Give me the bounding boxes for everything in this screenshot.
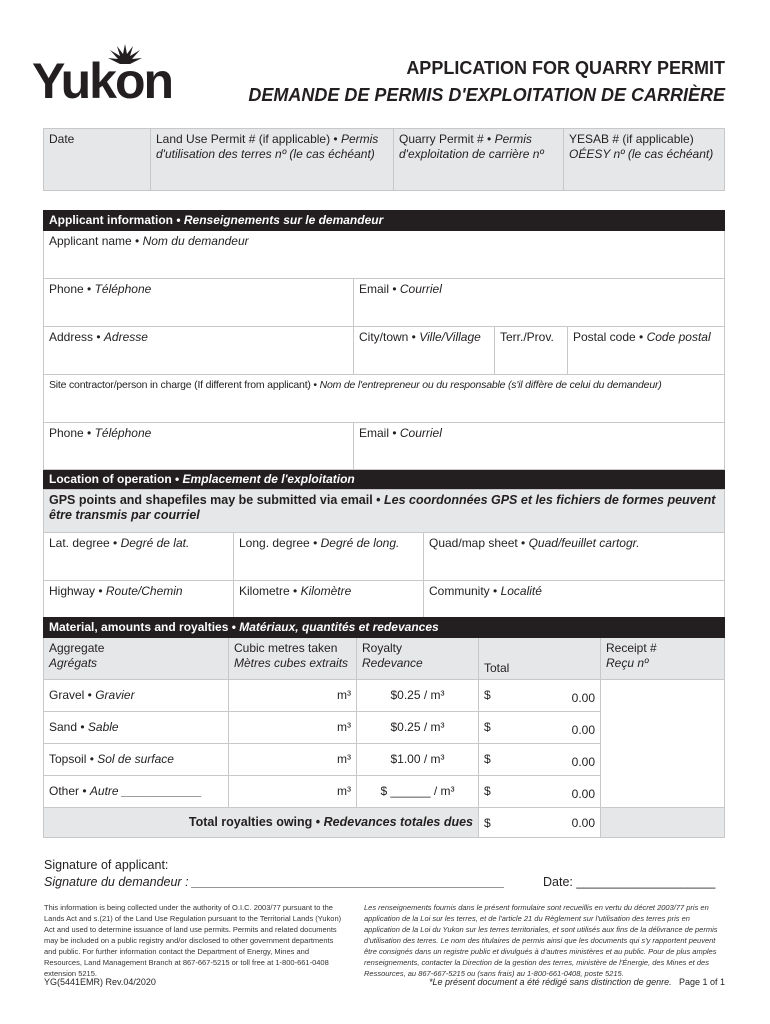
total-value: 0.00 — [571, 787, 595, 801]
label-fr: Autre ____________ — [89, 784, 202, 798]
unit: m³ — [337, 752, 351, 766]
label-fr: Téléphone — [94, 426, 152, 440]
gps-note — [44, 490, 725, 533]
section-header — [44, 211, 725, 231]
kilometre-field[interactable] — [234, 581, 424, 618]
label: Highway • — [49, 584, 106, 598]
row-total-field[interactable] — [479, 776, 601, 808]
label: Quad/map sheet • — [429, 536, 529, 550]
label-fr: Gravier — [95, 688, 135, 702]
col-royalty — [357, 638, 479, 680]
label-fr: Agrégats — [49, 656, 98, 670]
yesab-field[interactable] — [564, 129, 725, 191]
rate: $1.00 / m³ — [390, 752, 445, 766]
label-fr: Permis d'utilisation des terres nº (le cas échéant) — [156, 132, 379, 161]
label: Cubic metres taken — [234, 641, 338, 655]
total-royalties-label — [44, 808, 479, 838]
unit: m³ — [337, 688, 351, 702]
community-field[interactable] — [424, 581, 725, 618]
label: Email • — [359, 282, 400, 296]
long-field[interactable] — [234, 533, 424, 581]
royalty-rate[interactable] — [357, 776, 479, 808]
total-value: 0.00 — [571, 691, 595, 705]
label-fr: Nom du demandeur — [142, 234, 249, 248]
unit: m³ — [337, 720, 351, 734]
label: Kilometre • — [239, 584, 301, 598]
label-fr: Degré de long. — [320, 536, 400, 550]
header-fr: Matériaux, quantités et redevances — [239, 620, 439, 634]
label-fr: Redevances totales dues — [323, 815, 473, 829]
quarry-permit-field[interactable] — [394, 129, 564, 191]
header-en: Location of operation • — [49, 472, 183, 486]
label-fr: Les coordonnées GPS et les fichiers de formes peuvent être transmis par courriel — [49, 493, 716, 522]
row-total-field[interactable] — [479, 680, 601, 712]
label: Aggregate — [49, 641, 105, 655]
location-section — [43, 489, 725, 618]
label-fr: Ville/Village — [419, 330, 481, 344]
phone-field[interactable] — [44, 279, 354, 327]
label: Community • — [429, 584, 501, 598]
label: Land Use Permit # (if applicable) • — [156, 132, 341, 146]
label-fr: Redevance — [362, 656, 423, 670]
applicant-name-field[interactable] — [44, 231, 725, 279]
label-fr: Adresse — [103, 330, 148, 344]
row-total-field[interactable] — [479, 712, 601, 744]
postal-code-field[interactable] — [568, 327, 725, 375]
rate: $0.25 / m³ — [390, 720, 445, 734]
receipt-field[interactable] — [601, 680, 725, 808]
label-fr: Code postal — [646, 330, 711, 344]
rate: $ ______ / m³ — [380, 784, 455, 798]
total-royalties-field[interactable] — [479, 808, 601, 838]
total-value: 0.00 — [571, 816, 595, 830]
col-total — [479, 638, 601, 680]
label-fr: Sol de surface — [97, 752, 174, 766]
label: Terr./Prov. — [500, 330, 554, 344]
aggregate-name — [44, 776, 229, 808]
aggregate-name — [44, 712, 229, 744]
header-en: Applicant information • — [49, 213, 184, 227]
total-value: 0.00 — [571, 755, 595, 769]
label-fr: Courriel — [399, 426, 442, 440]
land-use-permit-field[interactable] — [151, 129, 394, 191]
signature-label: Signature of applicant: — [44, 858, 169, 872]
currency: $ — [484, 688, 491, 702]
label: Site contractor/person in charge (If different from applicant) • — [49, 379, 320, 391]
label-fr: OÉESY nº (le cas échéant) — [569, 147, 714, 161]
applicant-section — [43, 210, 725, 490]
contractor-phone-field[interactable] — [44, 423, 354, 470]
date-field[interactable] — [44, 129, 151, 191]
title-fr: DEMANDE DE PERMIS D'EXPLOITATION DE CARRIÈRE — [248, 85, 725, 105]
title-en: APPLICATION FOR QUARRY PERMIT — [406, 58, 725, 78]
label: Phone • — [49, 282, 95, 296]
terr-prov-field[interactable] — [495, 327, 568, 375]
label: Topsoil • — [49, 752, 98, 766]
form-code: YG(5441EMR) Rev.04/2020 — [44, 977, 156, 987]
col-cubic-metres — [229, 638, 357, 680]
label-fr: Sable — [87, 720, 119, 734]
material-row — [44, 680, 725, 712]
privacy-notice-en: This information is being collected under the authority of O.I.C. 2003/77 pursuant to the Lands Act and s.(21) of the Land Use Regulation pursuant to the Territorial Lands (Yukon) Act and used to determine issuance of land use permits. Permits and related documents may be included on a public registry and/or disclosed to other government departments and public. For further information contact the Department of Energy, Mines and Resources, Land Management Branch at 867-667-5215 or toll free at 1-800-661-0408 extension 5215. — [44, 903, 342, 978]
label: Total — [484, 661, 510, 675]
label-fr: Kilomètre — [300, 584, 352, 598]
label: City/town • — [359, 330, 420, 344]
location-header — [44, 470, 725, 490]
privacy-notice-fr: Les renseignements fournis dans le présent formulaire sont recueillis en vertu du décret 2003/77 pris en application de la Loi sur les terres, et de l'article 21 du Règlement sur l'utilisation des terres pris en application de la Loi du Yukon sur les terres territoriales, et sont utilisés aux fins de la délivrance de permis d'utilisation des terres. Le nom des titulaires de permis ainsi que les documents qui s'y rapportent peuvent être consignés dans un registre public et divulgués à d'autres ministères et au public. Pour de plus amples renseignements, contacter la Direction de la gestion des terres, ministère de l'Énergie, des Mines et des Ressources, au 867-667-5215 ou (sans frais) au 1-800-661-0408, poste 5215. — [364, 903, 718, 978]
label: Other • — [49, 784, 90, 798]
logo-text: Yukon — [32, 53, 173, 109]
cubic-metres-field[interactable] — [229, 712, 357, 744]
rate: $0.25 / m³ — [390, 688, 445, 702]
site-contractor-field[interactable] — [44, 375, 725, 423]
aggregate-name — [44, 680, 229, 712]
material-table — [43, 617, 725, 838]
label: Sand • — [49, 720, 88, 734]
label: YESAB # (if applicable) — [569, 132, 694, 146]
label-fr: Quad/feuillet cartogr. — [528, 536, 640, 550]
label: Phone • — [49, 426, 95, 440]
header-fr: Renseignements sur le demandeur — [183, 213, 384, 227]
city-field[interactable] — [354, 327, 495, 375]
header-en: Material, amounts and royalties • — [49, 620, 240, 634]
yukon-logo — [32, 44, 173, 109]
gender-note: *Le présent document a été rédigé sans distinction de genre. — [429, 977, 672, 987]
label-fr: Route/Chemin — [105, 584, 183, 598]
quad-field[interactable] — [424, 533, 725, 581]
label-fr: Courriel — [399, 282, 442, 296]
royalty-rate — [357, 680, 479, 712]
aggregate-name — [44, 744, 229, 776]
label-fr: Téléphone — [94, 282, 152, 296]
highway-field[interactable] — [44, 581, 234, 618]
col-aggregate — [44, 638, 229, 680]
label: Quarry Permit # • — [399, 132, 495, 146]
label: GPS points and shapefiles may be submitted via email • — [49, 493, 385, 507]
label: Lat. degree • — [49, 536, 121, 550]
lat-field[interactable] — [44, 533, 234, 581]
label-fr: Degré de lat. — [120, 536, 190, 550]
label: Gravel • — [49, 688, 96, 702]
email-field[interactable] — [354, 279, 725, 327]
page-number: Page 1 of 1 — [678, 977, 725, 987]
label: Address • — [49, 330, 104, 344]
label-fr: Reçu nº — [606, 656, 649, 670]
cubic-metres-field[interactable] — [229, 776, 357, 808]
royalty-rate — [357, 744, 479, 776]
currency: $ — [484, 752, 491, 766]
unit: m³ — [337, 784, 351, 798]
label: Long. degree • — [239, 536, 321, 550]
label-fr: Nom de l'entrepreneur ou du responsable (s'il diffère de celui du demandeur) — [319, 379, 662, 391]
date-label: Date — [49, 132, 75, 146]
label: Receipt # — [606, 641, 657, 655]
col-receipt — [601, 638, 725, 680]
signature-field[interactable]: Signature du demandeur : _____________________________________________ — [44, 875, 505, 889]
signature-date-field[interactable]: Date: ____________________ — [543, 875, 716, 889]
cubic-metres-field[interactable] — [229, 744, 357, 776]
address-field[interactable] — [44, 327, 354, 375]
currency: $ — [484, 720, 491, 734]
label: Total royalties owing • — [188, 815, 324, 829]
currency: $ — [484, 816, 491, 830]
total-value: 0.00 — [571, 723, 595, 737]
royalty-rate — [357, 712, 479, 744]
label: Email • — [359, 426, 400, 440]
currency: $ — [484, 784, 491, 798]
label: Postal code • — [573, 330, 647, 344]
label-fr: Localité — [500, 584, 542, 598]
label-fr: Permis d'exploitation de carrière nº — [399, 132, 544, 161]
permit-numbers-table — [43, 128, 725, 191]
header-fr: Emplacement de l'exploitation — [182, 472, 355, 486]
row-total-field[interactable] — [479, 744, 601, 776]
cubic-metres-field[interactable] — [229, 680, 357, 712]
contractor-email-field[interactable] — [354, 423, 725, 470]
label-fr: Mètres cubes extraits — [234, 656, 349, 670]
material-header — [44, 618, 725, 638]
label: Applicant name • — [49, 234, 143, 248]
empty-cell — [601, 808, 725, 838]
label: Royalty — [362, 641, 403, 655]
